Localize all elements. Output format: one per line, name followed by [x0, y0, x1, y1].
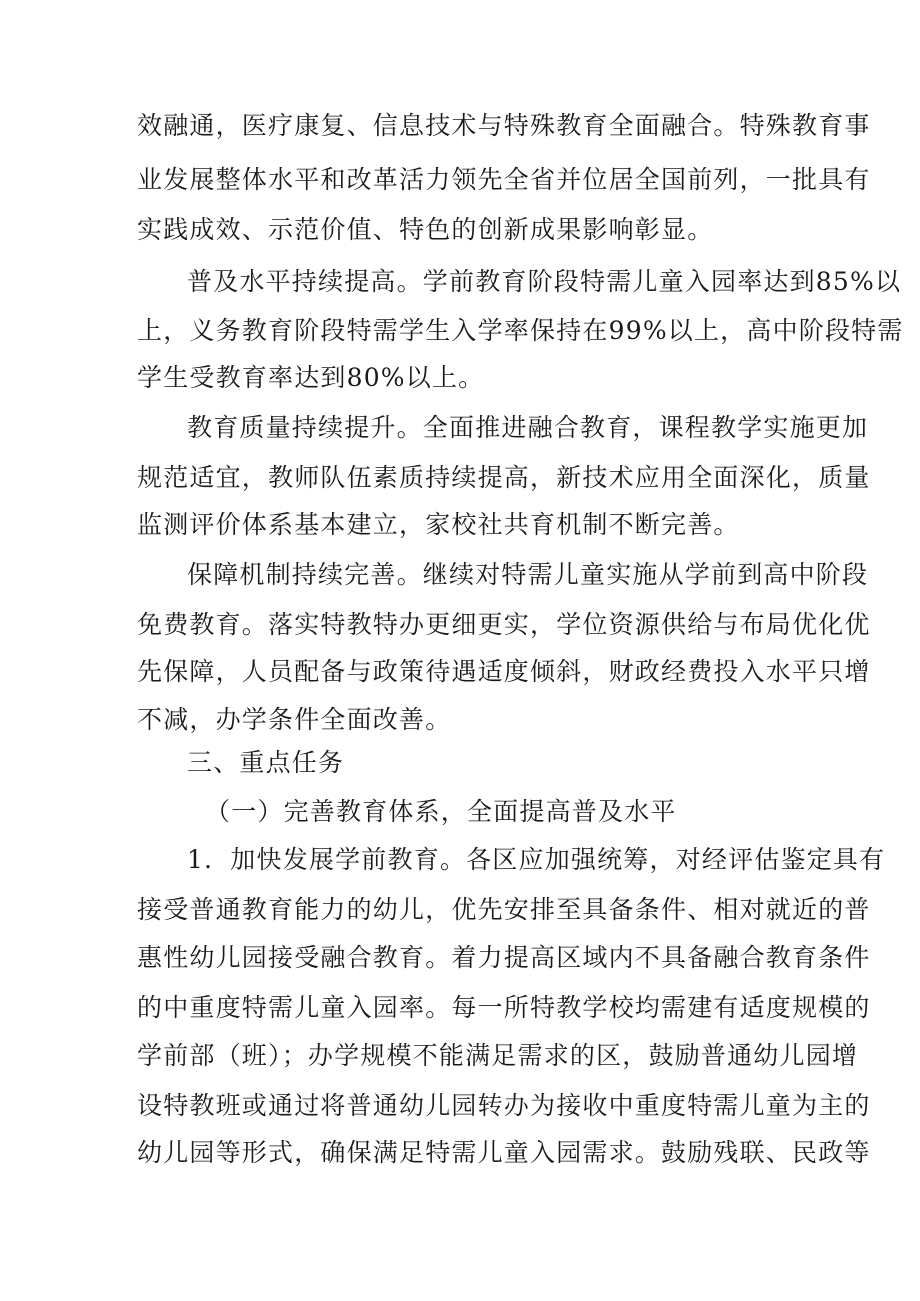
body-text-line: 实践成效、示范价值、特色的创新成果影响彰显。	[137, 215, 714, 244]
body-text-line: 设特教班或通过将普通幼儿园转办为接收中重度特需儿童为主的	[137, 1091, 871, 1120]
body-text-line: 接受普通教育能力的幼儿，优先安排至具备条件、相对就近的普	[137, 895, 871, 924]
body-text-line: 不减，办学条件全面改善。	[137, 705, 452, 734]
body-text-line: 学生受教育率达到80%以上。	[137, 363, 485, 392]
body-text-line: 上，义务教育阶段特需学生入学率保持在99%以上，高中阶段特需	[137, 316, 904, 345]
body-text-line: 免费教育。落实特教特办更细更实，学位资源供给与布局优化优	[137, 610, 871, 639]
body-text-line: 监测评价体系基本建立，家校社共育机制不断完善。	[137, 510, 740, 539]
body-text-line: 惠性幼儿园接受融合教育。着力提高区域内不具备融合教育条件	[137, 943, 871, 972]
subsection-heading: （一）完善教育体系，全面提高普及水平	[205, 797, 677, 826]
body-text-line: 先保障，人员配备与政策待遇适度倾斜，财政经费投入水平只增	[137, 657, 871, 686]
body-text-line: 业发展整体水平和改革活力领先全省并位居全国前列，一批具有	[137, 165, 871, 194]
paragraph-heading-line: 普及水平持续提高。学前教育阶段特需儿童入园率达到85%以	[187, 267, 902, 296]
paragraph-heading-line: 教育质量持续提升。全面推进融合教育，课程教学实施更加	[187, 413, 869, 442]
body-text-line: 幼儿园等形式，确保满足特需儿童入园需求。鼓励残联、民政等	[137, 1138, 871, 1167]
body-text-line: 规范适宜，教师队伍素质持续提高，新技术应用全面深化，质量	[137, 463, 871, 492]
paragraph-heading-line: 1．加快发展学前教育。各区应加强统筹，对经评估鉴定具有	[187, 845, 886, 874]
body-text-line: 的中重度特需儿童入园率。每一所特教学校均需建有适度规模的	[137, 993, 871, 1022]
body-text-line: 效融通，医疗康复、信息技术与特殊教育全面融合。特殊教育事	[137, 111, 871, 140]
section-heading: 三、重点任务	[187, 748, 345, 777]
body-text-line: 学前部（班）；办学规模不能满足需求的区，鼓励普通幼儿园增	[137, 1041, 859, 1070]
paragraph-heading-line: 保障机制持续完善。继续对特需儿童实施从学前到高中阶段	[187, 560, 869, 589]
